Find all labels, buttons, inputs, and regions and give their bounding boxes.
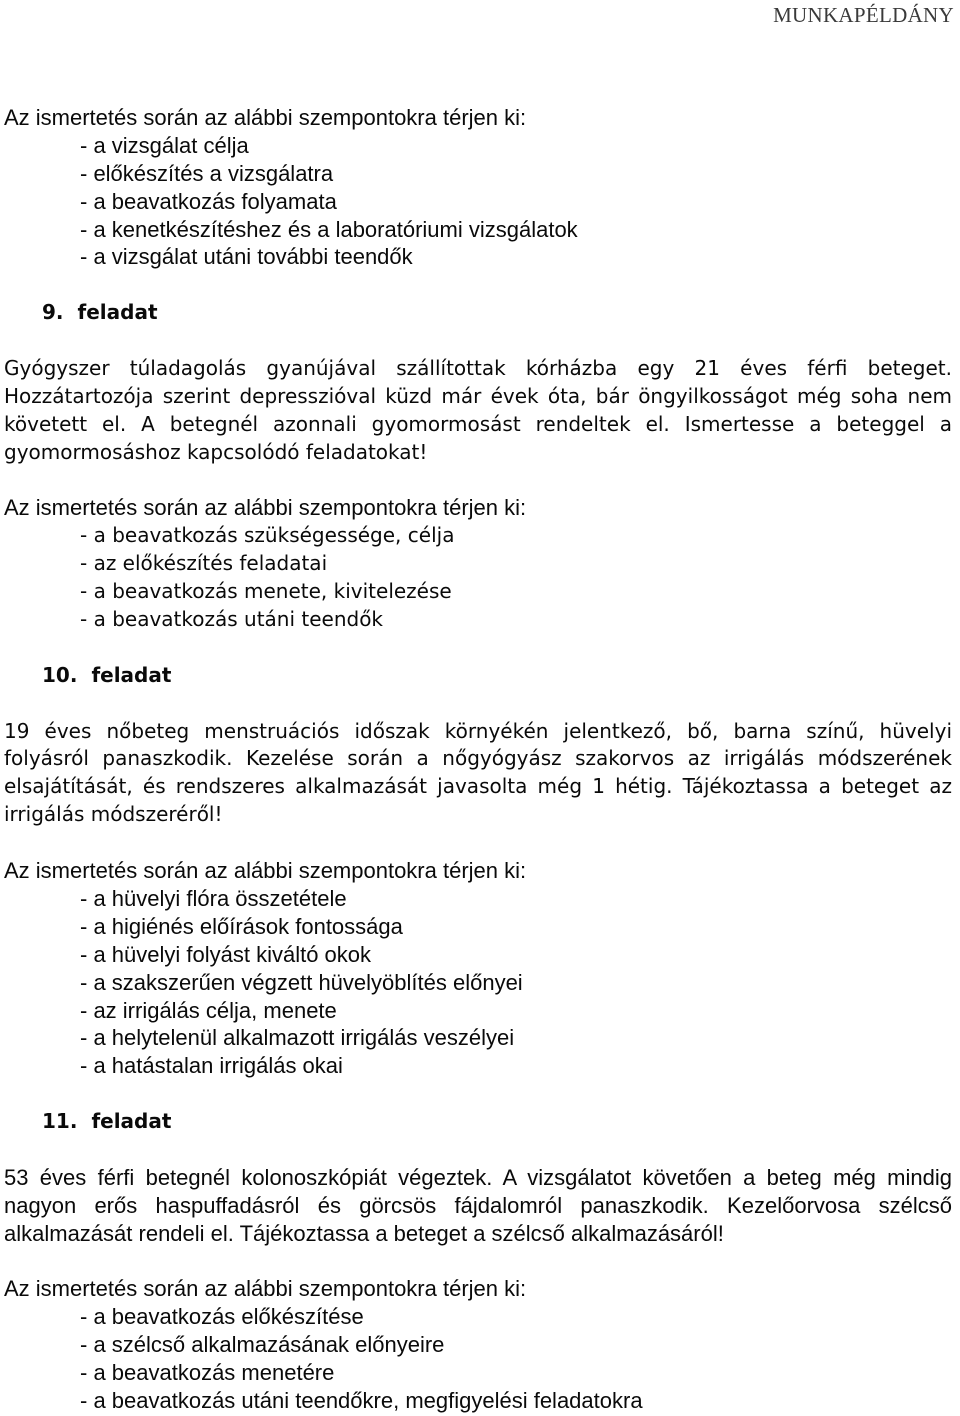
paragraph-line: Gyógyszer túladagolás gyanújával szállítottak kórházba egy 21 éves férfi beteget. bbox=[4, 356, 952, 381]
paragraph-line: követett el. A betegnél azonnali gyomormosást rendeltek el. Ismertesse a beteggel a bbox=[4, 411, 952, 436]
list-item: - a hüvelyi folyást kiváltó okok bbox=[80, 941, 372, 967]
list-item: - a beavatkozás szükségessége, célja bbox=[80, 523, 455, 548]
paragraph-line: gyomormosáshoz kapcsolódó feladatokat! bbox=[4, 439, 428, 464]
instruction-prompt: Az ismertetés során az alábbi szempontokra térjen ki: bbox=[4, 1276, 527, 1302]
instruction-prompt: Az ismertetés során az alábbi szempontokra térjen ki: bbox=[4, 105, 527, 130]
paragraph-line: 19 éves nőbeteg menstruációs időszak környékén jelentkező, bő, barna színű, hüvelyi bbox=[4, 718, 952, 743]
list-item: - előkészítés a vizsgálatra bbox=[80, 160, 334, 186]
task-section-11 bbox=[0, 1108, 960, 1415]
list-item: - a vizsgálat utáni további teendők bbox=[80, 244, 413, 270]
task-section-10 bbox=[0, 662, 960, 1080]
list-item: - a beavatkozás utáni teendőkre, megfigyelési feladatokra bbox=[80, 1387, 643, 1413]
list-item: - a beavatkozás menete, kivitelezése bbox=[80, 579, 452, 604]
list-item: - a beavatkozás utáni teendők bbox=[80, 607, 384, 632]
instruction-prompt: Az ismertetés során az alábbi szempontokra térjen ki: bbox=[4, 858, 527, 884]
paragraph-line: alkalmazását rendeli el. Tájékoztassa a beteget a szélcső alkalmazásáról! bbox=[4, 1220, 724, 1246]
paragraph-line: irrigálás módszeréről! bbox=[4, 802, 223, 827]
list-item: - a higiénés előírások fontossága bbox=[80, 913, 403, 939]
task-paragraph bbox=[4, 718, 952, 830]
list-item: - a beavatkozás előkészítése bbox=[80, 1304, 364, 1330]
task-heading bbox=[0, 1108, 960, 1136]
list-item: - a helytelenül alkalmazott irrigálás veszélyei bbox=[80, 1025, 515, 1051]
paragraph-line: Hozzátartozója szerint depresszióval küzd már évek óta, bár öngyilkosságot még soha nem bbox=[4, 383, 952, 408]
list-item: - a kenetkészítéshez és a laboratóriumi vizsgálatok bbox=[80, 216, 578, 242]
task-label: feladat bbox=[91, 662, 172, 687]
list-item: - a hatástalan irrigálás okai bbox=[80, 1053, 343, 1079]
task-number: 9. bbox=[42, 300, 64, 325]
list-item: - a beavatkozás menetére bbox=[80, 1360, 335, 1386]
document-stamp: MUNKAPÉLDÁNY bbox=[773, 3, 954, 27]
list-item: - a szélcső alkalmazásának előnyeire bbox=[80, 1332, 445, 1358]
document-content bbox=[0, 104, 960, 1415]
intro-section bbox=[0, 104, 960, 271]
list-item: - a hüvelyi flóra összetétele bbox=[80, 885, 347, 911]
task-paragraph bbox=[4, 1164, 952, 1248]
list-item: - az irrigálás célja, menete bbox=[80, 997, 337, 1023]
list-item: - a beavatkozás folyamata bbox=[80, 188, 337, 214]
list-item: - a szakszerűen végzett hüvelyöblítés előnyei bbox=[80, 969, 523, 995]
list-item: - az előkészítés feladatai bbox=[80, 551, 328, 576]
task-label: feladat bbox=[91, 1109, 172, 1134]
list-item: - a vizsgálat célja bbox=[80, 132, 249, 158]
task-paragraph bbox=[4, 355, 952, 467]
task-heading bbox=[0, 662, 960, 690]
paragraph-line: nagyon erős haspuffadásról és görcsös fájdalomról panaszkodik. Kezelőorvosa szélcső bbox=[4, 1192, 952, 1218]
paragraph-line: elsajátítását, és rendszeres alkalmazását javasolta még 1 hétig. Tájékoztassa a beteget az bbox=[4, 774, 952, 799]
task-heading bbox=[0, 299, 960, 327]
task-label: feladat bbox=[77, 300, 158, 325]
task-section-9 bbox=[0, 299, 960, 634]
paragraph-line: folyásról panaszkodik. Kezelése során a nőgyógyász szakorvos az irrigálás módszerének bbox=[4, 746, 952, 771]
task-number: 10. bbox=[42, 662, 78, 687]
paragraph-line: 53 éves férfi betegnél kolonoszkópiát végeztek. A vizsgálatot követően a beteg még mindig bbox=[4, 1164, 952, 1190]
task-number: 11. bbox=[42, 1109, 78, 1134]
instruction-prompt: Az ismertetés során az alábbi szempontokra térjen ki: bbox=[4, 495, 527, 521]
